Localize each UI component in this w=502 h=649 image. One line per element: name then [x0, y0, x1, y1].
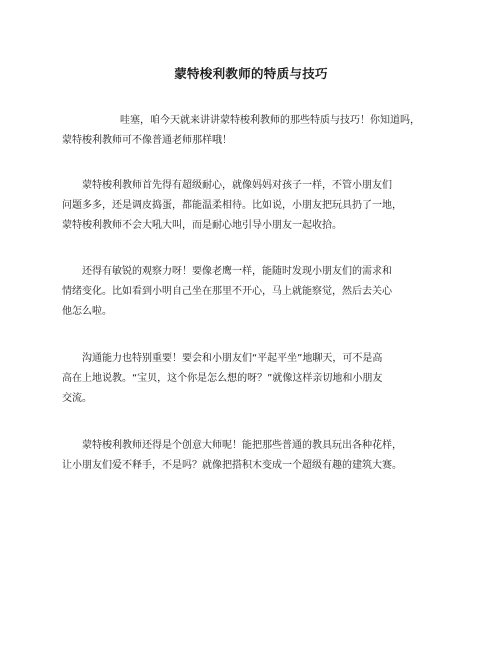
paragraph-line: 交流。 [62, 393, 92, 404]
paragraph-line: 蒙特梭利教师还得是个创意大师呢！能把那些普通的教具玩出各种花样， [82, 440, 402, 451]
paragraph-1 [62, 111, 447, 151]
paragraph-line: 他怎么啦。 [62, 306, 112, 317]
paragraph-2 [62, 176, 447, 236]
paragraph-line: 沟通能力也特别重要！要会和小朋友们“平起平坐”地聊天，可不是高 [82, 353, 383, 364]
paragraph-line: 问题多多，还是调皮捣蛋，都能温柔相待。比如说，小朋友把玩具扔了一地， [62, 200, 402, 211]
paragraph-line: 还得有敏锐的观察力呀！要像老鹰一样，能随时发现小朋友们的需求和 [82, 266, 392, 277]
paragraph-line: 蒙特梭利教师不会大吼大叫，而是耐心地引导小朋友一起收拾。 [62, 220, 342, 231]
paragraph-3 [62, 262, 447, 322]
paragraph-line: 让小朋友们爱不释手，不是吗？就像把搭积木变成一个超级有趣的建筑大赛。 [62, 460, 402, 471]
paragraph-line: 哇塞，咱今天就来讲讲蒙特梭利教师的那些特质与技巧！你知道吗， [120, 115, 420, 126]
paragraph-line: 情绪变化。比如看到小明自己坐在那里不开心，马上就能察觉，然后去关心 [62, 286, 392, 297]
paragraph-line: 蒙特梭利教师可不像普通老师那样哦！ [62, 135, 232, 146]
paragraph-line: 高在上地说教。“宝贝，这个你是怎么想的呀？”就像这样亲切地和小朋友 [62, 373, 383, 384]
paragraph-5 [62, 436, 447, 476]
paragraph-line: 蒙特梭利教师首先得有超级耐心，就像妈妈对孩子一样，不管小朋友们 [82, 180, 392, 191]
paragraph-4 [62, 349, 447, 409]
document-title: 蒙特梭利教师的特质与技巧 [174, 66, 328, 81]
